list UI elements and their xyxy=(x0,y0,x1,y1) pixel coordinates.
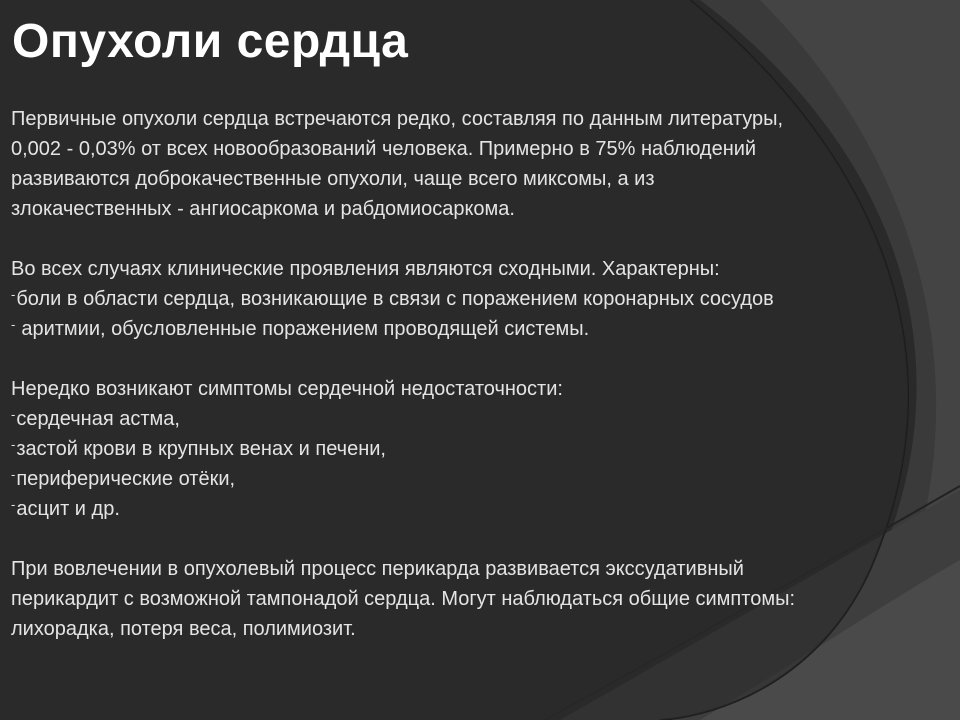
dash-bullet: - xyxy=(11,467,16,482)
text-line: развиваются доброкачественные опухоли, чаще всего миксомы, а из xyxy=(11,168,655,190)
dash-bullet: - xyxy=(11,287,16,302)
list-item xyxy=(11,464,956,494)
list-item-text: застой крови в крупных венах и печени, xyxy=(16,438,386,460)
list-item-text: аритмии, обусловленные поражением проводящей системы. xyxy=(21,318,590,340)
text-line: перикардит с возможной тампонадой сердца. Могут наблюдаться общие симптомы: xyxy=(11,588,796,610)
list-item-text: боли в области сердца, возникающие в связи с поражением коронарных сосудов xyxy=(16,288,774,310)
paragraph-intro xyxy=(11,104,956,224)
paragraph-pericardium xyxy=(11,554,956,644)
list-item xyxy=(11,314,956,344)
text-line: злокачественных - ангиосаркома и рабдомиосаркома. xyxy=(11,198,515,220)
list-item xyxy=(11,284,956,314)
slide-body xyxy=(11,104,956,644)
dash-bullet: - xyxy=(11,317,16,332)
list-item-text: периферические отёки, xyxy=(16,468,236,490)
list-item xyxy=(11,494,956,524)
list-item xyxy=(11,434,956,464)
list-item xyxy=(11,404,956,434)
paragraph-heading: Во всех случаях клинические проявления являются сходными. Характерны: xyxy=(11,258,720,280)
list-item-text: асцит и др. xyxy=(16,498,120,520)
paragraph-heart-failure xyxy=(11,374,956,524)
text-line: При вовлечении в опухолевый процесс перикарда развивается экссудативный xyxy=(11,558,744,580)
text-line: 0,002 - 0,03% от всех новообразований человека. Примерно в 75% наблюдений xyxy=(11,138,757,160)
text-line: Первичные опухоли сердца встречаются редко, составляя по данным литературы, xyxy=(11,108,784,130)
paragraph-heading: Нередко возникают симптомы сердечной недостаточности: xyxy=(11,378,563,400)
list-item-text: сердечная астма, xyxy=(16,408,180,430)
text-line: лихорадка, потеря веса, полимиозит. xyxy=(11,618,356,640)
paragraph-clinical xyxy=(11,254,956,344)
slide-title: Опухоли сердца xyxy=(12,15,409,68)
dash-bullet: - xyxy=(11,497,16,512)
dash-bullet: - xyxy=(11,407,16,422)
dash-bullet: - xyxy=(11,437,16,452)
